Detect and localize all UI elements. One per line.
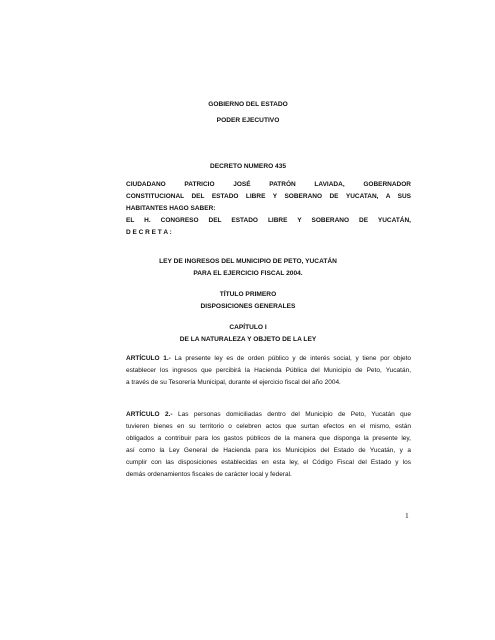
article-2-line-1 xyxy=(126,409,411,421)
header-government: GOBIERNO DEL ESTADO xyxy=(208,101,288,108)
article-1-line-1 xyxy=(126,353,411,365)
article-1-line-2: establecer los ingresos que percibirá la Hacienda Pública del Municipio de Peto, Yucatán, xyxy=(126,367,411,374)
article-2-line-4: así como la Ley General de Hacienda para los Municipios del Estado de Yucatán, y a xyxy=(126,447,411,454)
header-executive-power: PODER EJECUTIVO xyxy=(216,117,280,124)
article-1 xyxy=(126,353,411,389)
article-1-label: ARTÍCULO 1.- xyxy=(126,355,171,362)
article-2-line-5: cumplir con las disposiciones establecidas en esta ley, el Código Fiscal del Estado y los xyxy=(126,459,411,466)
article-1-line-3: a través de su Tesorería Municipal, durante el ejercicio fiscal del año 2004. xyxy=(126,379,341,386)
article-2-text-1: Las personas domiciliadas dentro del Municipio de Peto, Yucatán que xyxy=(172,411,411,418)
law-title-line-1: LEY DE INGRESOS DEL MUNICIPIO DE PETO, YUCATÁN xyxy=(159,258,337,265)
law-title-line-2: PARA EL EJERCICIO FISCAL 2004. xyxy=(193,270,303,277)
congress-statement-line-1: EL H. CONGRESO DEL ESTADO LIBRE Y SOBERANO DE YUCATÁN, xyxy=(126,217,411,224)
governor-statement xyxy=(126,179,411,215)
congress-statement xyxy=(126,215,411,239)
governor-statement-line-2: CONSTITUCIONAL DEL ESTADO LIBRE Y SOBERANO DE YUCATAN, A SUS xyxy=(126,193,411,200)
article-2-line-6: demás ordenamientos fiscales de carácter local y federal. xyxy=(126,471,292,478)
congress-decree-word: D E C R E T A : xyxy=(126,229,172,236)
general-provisions: DISPOSICIONES GENERALES xyxy=(200,303,296,310)
decree-number: DECRETO NUMERO 435 xyxy=(209,163,287,170)
article-2-line-2: tuvieren bienes en su territorio o celebren actos que surtan efectos en el mismo, están xyxy=(126,423,411,430)
article-2-label: ARTÍCULO 2.- xyxy=(126,411,173,418)
chapter-title: DE LA NATURALEZA Y OBJETO DE LA LEY xyxy=(179,336,317,343)
article-2-line-3: obligados a contribuir para los gastos públicos de la manera que disponga la presente ley, xyxy=(126,435,411,442)
page-number: 1 xyxy=(405,511,409,520)
title-first: TÍTULO PRIMERO xyxy=(219,291,277,298)
chapter-number: CAPÍTULO I xyxy=(229,324,267,331)
governor-statement-line-1: CIUDADANO PATRICIO JOSÉ PATRÓN LAVIADA, GOBERNADOR xyxy=(126,181,411,188)
governor-statement-line-3: HABITANTES HAGO SABER: xyxy=(126,205,216,212)
article-1-text-1: La presente ley es de orden público y de interés social, y tiene por objeto xyxy=(170,355,411,362)
article-2 xyxy=(126,409,411,481)
